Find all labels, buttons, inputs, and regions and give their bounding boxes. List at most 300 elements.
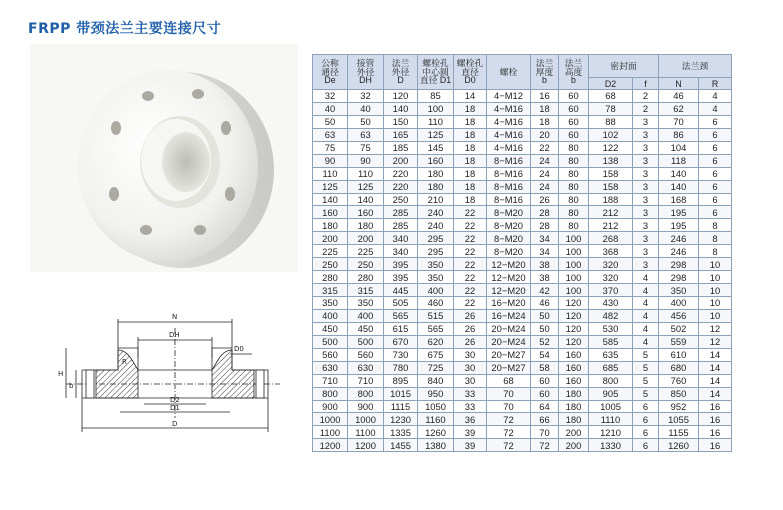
header-seal-f: f [633, 78, 659, 90]
table-cell: 295 [418, 245, 454, 258]
table-cell: 120 [559, 335, 589, 348]
table-cell: 60 [531, 374, 559, 387]
table-cell: 14 [699, 348, 732, 361]
dim-label-d1: D1 [170, 404, 180, 412]
table-cell: 250 [384, 193, 418, 206]
table-row [313, 335, 732, 348]
table-cell: 760 [659, 374, 699, 387]
table-cell: 295 [418, 232, 454, 245]
table-cell: 246 [659, 245, 699, 258]
table-cell: 220 [384, 167, 418, 180]
table-cell: 240 [418, 206, 454, 219]
table-row [313, 90, 732, 103]
table-cell: 12 [699, 335, 732, 348]
table-cell: 8−M16 [487, 154, 531, 167]
table-cell: 200 [384, 154, 418, 167]
dim-label-r: R [122, 358, 127, 366]
table-cell: 66 [531, 413, 559, 426]
table-cell: 20−M24 [487, 322, 531, 335]
header-seal-face: 密封面 [589, 55, 659, 78]
table-cell: 26 [454, 335, 487, 348]
header-bolt: 螺栓 [487, 55, 531, 90]
table-cell: 450 [348, 322, 384, 335]
table-cell: 565 [418, 322, 454, 335]
table-row [313, 348, 732, 361]
table-cell: 160 [559, 348, 589, 361]
table-cell: 68 [487, 374, 531, 387]
table-cell: 72 [531, 439, 559, 452]
table-cell: 26 [531, 193, 559, 206]
table-cell: 10 [699, 297, 732, 310]
table-cell: 8 [699, 245, 732, 258]
table-cell: 10 [699, 271, 732, 284]
table-cell: 32 [348, 90, 384, 103]
table-cell: 456 [659, 309, 699, 322]
table-cell: 70 [531, 426, 559, 439]
table-cell: 12 [699, 322, 732, 335]
table-cell: 368 [589, 245, 633, 258]
table-cell: 14 [699, 374, 732, 387]
table-cell: 110 [418, 115, 454, 128]
table-cell: 72 [487, 413, 531, 426]
table-cell: 6 [699, 128, 732, 141]
table-cell: 120 [559, 322, 589, 335]
table-cell: 630 [348, 361, 384, 374]
table-row [313, 297, 732, 310]
table-cell: 158 [589, 167, 633, 180]
table-cell: 88 [589, 115, 633, 128]
table-cell: 1260 [418, 426, 454, 439]
table-cell: 3 [633, 180, 659, 193]
table-cell: 80 [559, 154, 589, 167]
table-cell: 78 [589, 102, 633, 115]
table-cell: 50 [313, 115, 348, 128]
table-cell: 620 [418, 335, 454, 348]
table-cell: 100 [559, 284, 589, 297]
table-cell: 10 [699, 309, 732, 322]
table-cell: 6 [699, 180, 732, 193]
table-cell: 30 [454, 361, 487, 374]
table-cell: 60 [559, 115, 589, 128]
table-cell: 210 [418, 193, 454, 206]
table-cell: 68 [589, 90, 633, 103]
table-cell: 1005 [589, 400, 633, 413]
table-cell: 120 [559, 297, 589, 310]
table-cell: 24 [531, 180, 559, 193]
table-cell: 16 [699, 439, 732, 452]
table-cell: 5 [633, 361, 659, 374]
table-row [313, 128, 732, 141]
table-row [313, 193, 732, 206]
header-neck-n: N [659, 78, 699, 90]
table-cell: 5 [633, 387, 659, 400]
table-cell: 8−M20 [487, 232, 531, 245]
table-cell: 515 [418, 309, 454, 322]
table-cell: 400 [313, 309, 348, 322]
table-cell: 3 [633, 232, 659, 245]
table-cell: 285 [384, 219, 418, 232]
table-cell: 180 [348, 219, 384, 232]
table-cell: 635 [589, 348, 633, 361]
table-cell: 500 [348, 335, 384, 348]
table-cell: 33 [454, 400, 487, 413]
dimension-table [312, 54, 732, 452]
table-cell: 150 [384, 115, 418, 128]
table-row [313, 219, 732, 232]
header-d: 法兰 外径 D [384, 55, 418, 90]
table-cell: 20 [531, 128, 559, 141]
table-cell: 1260 [659, 439, 699, 452]
table-cell: 350 [348, 297, 384, 310]
table-cell: 58 [531, 361, 559, 374]
table-cell: 8−M20 [487, 245, 531, 258]
table-cell: 400 [348, 309, 384, 322]
table-cell: 14 [699, 361, 732, 374]
table-cell: 22 [454, 245, 487, 258]
table-cell: 3 [633, 141, 659, 154]
table-cell: 70 [659, 115, 699, 128]
table-cell: 1200 [313, 439, 348, 452]
table-cell: 212 [589, 219, 633, 232]
table-cell: 3 [633, 167, 659, 180]
table-cell: 250 [348, 258, 384, 271]
table-cell: 180 [418, 180, 454, 193]
table-cell: 350 [418, 258, 454, 271]
table-cell: 952 [659, 400, 699, 413]
table-cell: 1000 [313, 413, 348, 426]
table-row [313, 232, 732, 245]
table-cell: 24 [531, 167, 559, 180]
table-cell: 3 [633, 154, 659, 167]
table-cell: 33 [454, 387, 487, 400]
table-cell: 280 [313, 271, 348, 284]
table-cell: 60 [559, 90, 589, 103]
table-cell: 90 [348, 154, 384, 167]
header-seal-d2: D2 [589, 78, 633, 90]
table-cell: 1110 [589, 413, 633, 426]
dim-label-b: b [69, 382, 74, 390]
table-cell: 840 [418, 374, 454, 387]
table-cell: 180 [418, 167, 454, 180]
table-cell: 16 [699, 413, 732, 426]
table-cell: 85 [418, 90, 454, 103]
page-title: FRPP 带颈法兰主要连接尺寸 [28, 21, 222, 37]
table-cell: 1100 [313, 426, 348, 439]
table-cell: 280 [348, 271, 384, 284]
header-neck: 法兰颈 [659, 55, 732, 78]
table-cell: 559 [659, 335, 699, 348]
table-cell: 1210 [589, 426, 633, 439]
table-cell: 18 [454, 180, 487, 193]
header-d0: 螺栓孔 直径 D0 [454, 55, 487, 90]
table-cell: 6 [699, 193, 732, 206]
table-cell: 200 [313, 232, 348, 245]
table-cell: 75 [348, 141, 384, 154]
table-cell: 140 [348, 193, 384, 206]
table-cell: 70 [487, 400, 531, 413]
table-cell: 120 [384, 90, 418, 103]
table-cell: 1230 [384, 413, 418, 426]
table-cell: 3 [633, 206, 659, 219]
table-cell: 340 [384, 245, 418, 258]
table-row [313, 439, 732, 452]
table-cell: 6 [699, 115, 732, 128]
table-cell: 725 [418, 361, 454, 374]
table-cell: 4 [633, 309, 659, 322]
table-cell: 40 [313, 102, 348, 115]
table-cell: 34 [531, 232, 559, 245]
table-row [313, 167, 732, 180]
table-cell: 63 [313, 128, 348, 141]
table-cell: 350 [313, 297, 348, 310]
table-cell: 54 [531, 348, 559, 361]
table-cell: 1335 [384, 426, 418, 439]
table-cell: 46 [659, 90, 699, 103]
table-cell: 12−M20 [487, 271, 531, 284]
table-cell: 80 [559, 180, 589, 193]
table-cell: 1115 [384, 400, 418, 413]
table-cell: 20−M24 [487, 335, 531, 348]
table-cell: 1380 [418, 439, 454, 452]
table-cell: 20−M27 [487, 361, 531, 374]
table-cell: 610 [659, 348, 699, 361]
table-cell: 8 [699, 232, 732, 245]
table-cell: 4 [699, 90, 732, 103]
table-body [313, 90, 732, 452]
table-cell: 8−M16 [487, 193, 531, 206]
table-cell: 50 [531, 309, 559, 322]
table-cell: 160 [559, 374, 589, 387]
table-cell: 22 [454, 258, 487, 271]
table-cell: 52 [531, 335, 559, 348]
table-cell: 710 [313, 374, 348, 387]
table-cell: 6 [633, 426, 659, 439]
table-cell: 28 [531, 219, 559, 232]
table-cell: 180 [559, 400, 589, 413]
dim-label-d0: D0 [234, 345, 244, 353]
table-cell: 195 [659, 219, 699, 232]
table-cell: 905 [589, 387, 633, 400]
table-cell: 22 [454, 219, 487, 232]
table-cell: 28 [531, 206, 559, 219]
table-row [313, 322, 732, 335]
table-cell: 502 [659, 322, 699, 335]
table-cell: 1050 [418, 400, 454, 413]
table-cell: 102 [589, 128, 633, 141]
table-cell: 460 [418, 297, 454, 310]
table-row [313, 426, 732, 439]
table-cell: 90 [313, 154, 348, 167]
table-cell: 80 [559, 193, 589, 206]
table-cell: 18 [454, 115, 487, 128]
table-cell: 22 [454, 297, 487, 310]
table-cell: 22 [454, 284, 487, 297]
table-cell: 100 [559, 232, 589, 245]
table-cell: 4 [699, 102, 732, 115]
table-cell: 560 [348, 348, 384, 361]
table-cell: 895 [384, 374, 418, 387]
table-cell: 14 [699, 387, 732, 400]
table-cell: 3 [633, 258, 659, 271]
table-row [313, 245, 732, 258]
table-cell: 188 [589, 193, 633, 206]
table-cell: 26 [454, 309, 487, 322]
table-cell: 2 [633, 102, 659, 115]
table-cell: 86 [659, 128, 699, 141]
table-cell: 220 [384, 180, 418, 193]
table-cell: 62 [659, 102, 699, 115]
table-cell: 18 [531, 115, 559, 128]
table-cell: 80 [559, 141, 589, 154]
table-cell: 250 [313, 258, 348, 271]
table-cell: 30 [454, 374, 487, 387]
table-cell: 70 [487, 387, 531, 400]
table-cell: 212 [589, 206, 633, 219]
table-cell: 585 [589, 335, 633, 348]
table-cell: 50 [348, 115, 384, 128]
table-cell: 3 [633, 245, 659, 258]
table-cell: 630 [313, 361, 348, 374]
table-cell: 72 [487, 426, 531, 439]
table-cell: 6 [633, 413, 659, 426]
table-cell: 670 [384, 335, 418, 348]
table-cell: 8−M16 [487, 167, 531, 180]
table-cell: 6 [699, 206, 732, 219]
table-cell: 350 [418, 271, 454, 284]
table-cell: 395 [384, 258, 418, 271]
table-cell: 298 [659, 258, 699, 271]
table-cell: 675 [418, 348, 454, 361]
table-cell: 1055 [659, 413, 699, 426]
table-row [313, 361, 732, 374]
table-cell: 320 [589, 258, 633, 271]
table-cell: 730 [384, 348, 418, 361]
table-cell: 39 [454, 426, 487, 439]
table-cell: 118 [659, 154, 699, 167]
table-cell: 685 [589, 361, 633, 374]
table-row [313, 387, 732, 400]
table-cell: 400 [418, 284, 454, 297]
header-thickness: 法兰 厚度 b [531, 55, 559, 90]
table-cell: 195 [659, 206, 699, 219]
table-cell: 500 [313, 335, 348, 348]
table-cell: 100 [559, 245, 589, 258]
table-row [313, 309, 732, 322]
table-cell: 350 [659, 284, 699, 297]
table-cell: 38 [531, 271, 559, 284]
table-cell: 1000 [348, 413, 384, 426]
table-cell: 900 [348, 400, 384, 413]
table-cell: 285 [384, 206, 418, 219]
table-cell: 46 [531, 297, 559, 310]
table-cell: 125 [348, 180, 384, 193]
header-de: 公称 通径 De [313, 55, 348, 90]
table-cell: 4 [633, 322, 659, 335]
table-cell: 6 [633, 400, 659, 413]
table-cell: 4−M16 [487, 115, 531, 128]
table-cell: 185 [384, 141, 418, 154]
table-cell: 200 [559, 426, 589, 439]
table-cell: 18 [454, 167, 487, 180]
table-cell: 268 [589, 232, 633, 245]
table-row [313, 102, 732, 115]
table-cell: 18 [454, 141, 487, 154]
table-cell: 298 [659, 271, 699, 284]
table-cell: 168 [659, 193, 699, 206]
table-cell: 2 [633, 90, 659, 103]
table-cell: 4 [633, 271, 659, 284]
table-cell: 22 [454, 232, 487, 245]
dim-label-dh: DH [169, 331, 180, 339]
table-cell: 12−M20 [487, 258, 531, 271]
flange-photo [30, 44, 298, 272]
table-cell: 6 [699, 141, 732, 154]
table-cell: 160 [313, 206, 348, 219]
table-cell: 3 [633, 128, 659, 141]
table-cell: 4−M16 [487, 102, 531, 115]
table-cell: 32 [313, 90, 348, 103]
table-cell: 60 [531, 387, 559, 400]
table-cell: 8−M16 [487, 180, 531, 193]
table-cell: 200 [348, 232, 384, 245]
table-cell: 18 [531, 102, 559, 115]
table-cell: 39 [454, 439, 487, 452]
table-cell: 1160 [418, 413, 454, 426]
table-row [313, 206, 732, 219]
table-cell: 138 [589, 154, 633, 167]
table-cell: 565 [384, 309, 418, 322]
table-cell: 100 [559, 258, 589, 271]
table-cell: 560 [313, 348, 348, 361]
table-cell: 160 [348, 206, 384, 219]
table-cell: 6 [699, 154, 732, 167]
table-cell: 16 [699, 400, 732, 413]
table-cell: 104 [659, 141, 699, 154]
table-row [313, 258, 732, 271]
table-cell: 64 [531, 400, 559, 413]
table-cell: 10 [699, 258, 732, 271]
table-cell: 3 [633, 193, 659, 206]
table-cell: 38 [531, 258, 559, 271]
table-cell: 75 [313, 141, 348, 154]
table-cell: 180 [559, 387, 589, 400]
table-cell: 16−M20 [487, 297, 531, 310]
table-cell: 16−M24 [487, 309, 531, 322]
table-cell: 6 [633, 439, 659, 452]
table-cell: 158 [589, 180, 633, 193]
table-cell: 1455 [384, 439, 418, 452]
table-cell: 3 [633, 115, 659, 128]
table-cell: 26 [454, 322, 487, 335]
table-cell: 850 [659, 387, 699, 400]
table-cell: 22 [454, 271, 487, 284]
table-cell: 710 [348, 374, 384, 387]
table-cell: 505 [384, 297, 418, 310]
table-cell: 145 [418, 141, 454, 154]
table-cell: 680 [659, 361, 699, 374]
table-cell: 240 [418, 219, 454, 232]
table-cell: 950 [418, 387, 454, 400]
table-row [313, 115, 732, 128]
table-cell: 400 [659, 297, 699, 310]
table-cell: 22 [454, 206, 487, 219]
table-cell: 40 [348, 102, 384, 115]
table-row [313, 271, 732, 284]
table-cell: 900 [313, 400, 348, 413]
table-cell: 395 [384, 271, 418, 284]
table-cell: 1015 [384, 387, 418, 400]
table-row [313, 400, 732, 413]
